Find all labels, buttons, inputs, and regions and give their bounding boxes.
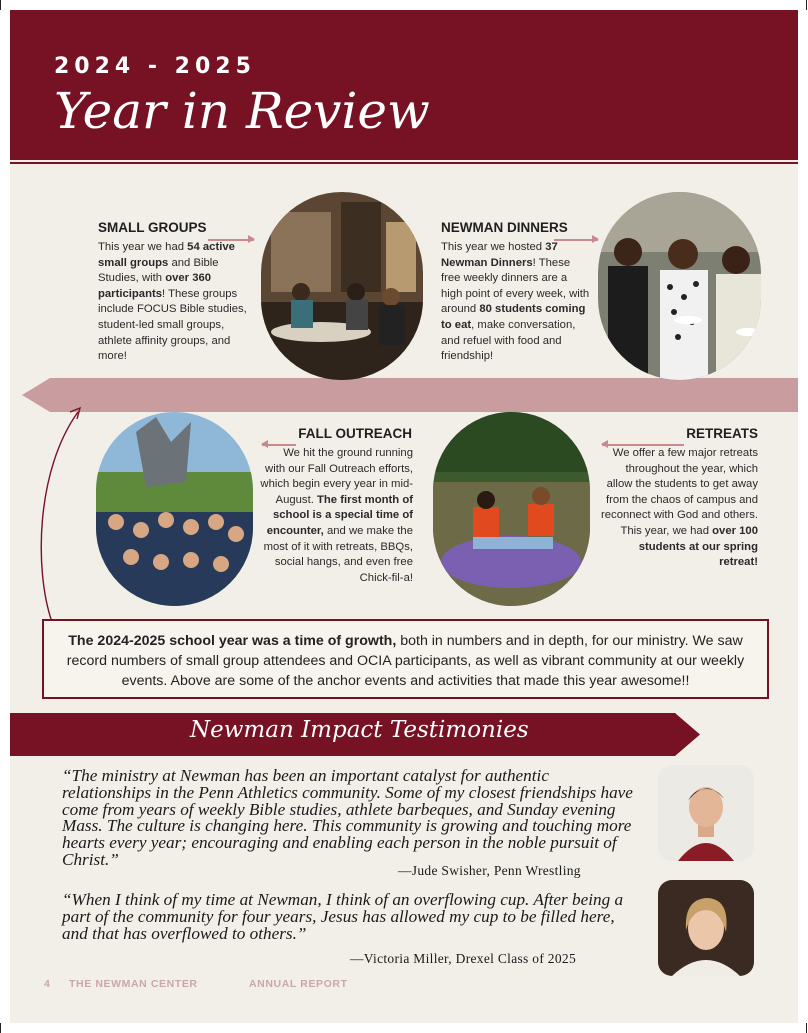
body-text: ! These groups include FOCUS Bible studies, student-led small groups, athlete affinity groups, and more! [98, 287, 247, 363]
footer-page-number: 4 [44, 978, 51, 990]
retreats-title: RETREATS [686, 426, 758, 441]
body-text: and Bible Studies, with [98, 256, 219, 285]
body-text: and we make the most of it with retreats, BBQs, social hangs, and even free Chick-fil-a! [263, 524, 413, 584]
annual-report-page [10, 10, 798, 1023]
body-text: This year we had [98, 241, 188, 253]
body-text: , make conversation, and refuel with food and friendship! [441, 318, 576, 363]
footer-org: THE NEWMAN CENTER [69, 978, 198, 990]
fall-outreach-photo [96, 412, 253, 606]
highlight-text: over 100 students at our spring retreat! [638, 524, 758, 569]
body-text: We offer a few major retreats throughout the year, which allow the students to get away from the chaos of campus and reconnect with God and others. This year, we had [601, 447, 758, 537]
newman-dinners-photo [598, 192, 761, 380]
body-text: This year we hosted [441, 241, 546, 253]
summary-box [42, 619, 769, 699]
small-groups-body [98, 240, 258, 365]
highlight-text: 54 active small groups [98, 241, 235, 269]
header-rule [10, 162, 798, 164]
highlight-text: over 360 participants [98, 272, 212, 300]
highlight-text: The first month of school is a special time of encounter, [266, 493, 413, 537]
fall-outreach-title: FALL OUTREACH [298, 426, 412, 441]
newman-dinners-body [441, 240, 591, 365]
highlight-text: 80 students coming to eat [441, 303, 586, 331]
small-groups-photo [261, 192, 423, 380]
testimony-attribution-2: —Victoria Miller, Drexel Class of 2025 [350, 951, 577, 966]
curved-arrow-icon [30, 400, 90, 625]
body-text: We hit the ground running with our Fall Outreach efforts, which begin every year in mid-August. [260, 447, 413, 506]
body-text: ! These free weekly dinners are a high point of every week, with around [441, 256, 590, 316]
body-text: both in numbers and in depth, for our ministry. We saw record numbers of small group attendees and OCIA participants, as well as vibrant community at our weekly events. Above are some of the anchor events and activities that made this year awesome!! [66, 633, 745, 689]
footer-doc: ANNUAL REPORT [249, 978, 348, 990]
testimonies-title: Newman Impact Testimonies [190, 717, 529, 743]
retreats-photo [433, 412, 590, 606]
retreats-body [600, 446, 758, 571]
testimony-attribution-1: —Jude Swisher, Penn Wrestling [398, 863, 581, 878]
page-title: Year in Review [54, 82, 430, 140]
victoria-miller-headshot [658, 880, 754, 976]
highlight-text: 37 Newman Dinners [441, 241, 558, 269]
fall-outreach-body [260, 446, 413, 586]
report-year: 2024 - 2025 [54, 54, 256, 79]
timeline-arrow-band [22, 378, 798, 412]
small-groups-title: SMALL GROUPS [98, 220, 207, 235]
highlight-text: The 2024-2025 school year was a time of growth, [68, 633, 397, 649]
testimony-quote-2: “When I think of my time at Newman, I think of an overflowing cup. After being a part of the community for four years, Jesus has allowed my cup to be filled here, and that has overflowed to others.” [62, 890, 624, 943]
testimony-quote-1: “The ministry at Newman has been an important catalyst for authentic relationships in the Penn Athletics community. Some of my closest friendships have come from years of weekly Bible studies, athlete barbeques, and Sunday evening Mass. The culture is changing here. This community is growing and touching more hearts every year; encouraging and enabling each person in the noble pursuit of Christ.” [62, 766, 633, 869]
jude-swisher-headshot [658, 765, 754, 861]
newman-dinners-title: NEWMAN DINNERS [441, 220, 568, 235]
